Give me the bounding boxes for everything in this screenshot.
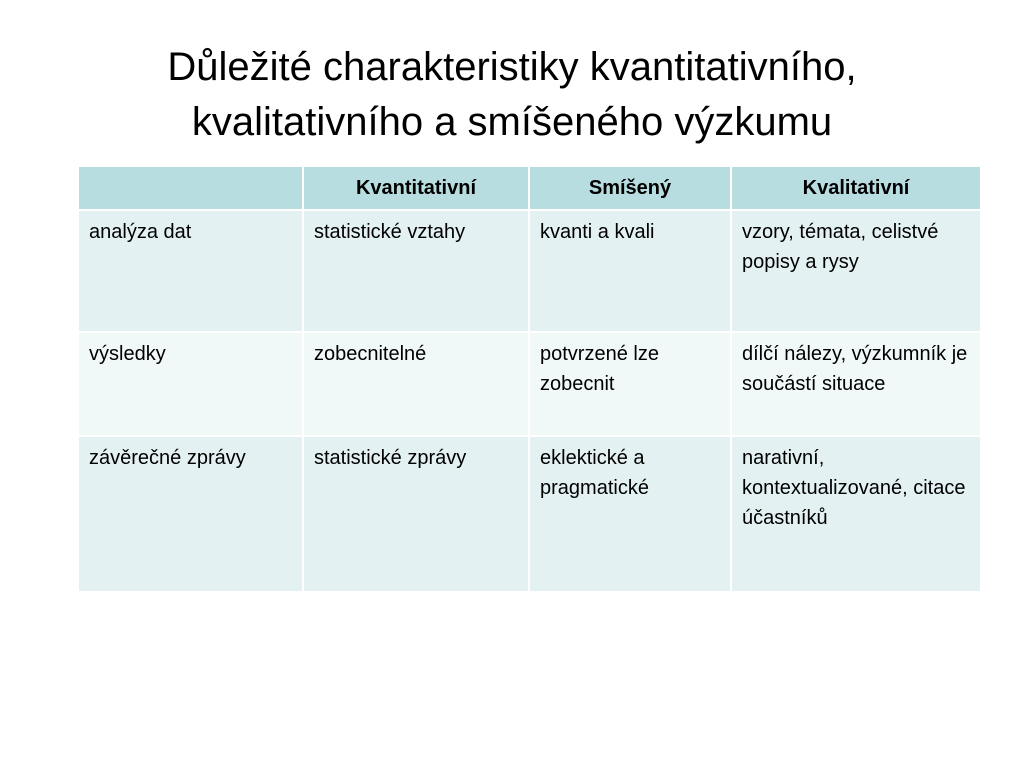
table-row bbox=[78, 210, 981, 332]
comparison-table bbox=[77, 165, 982, 593]
table-row bbox=[78, 436, 981, 592]
row-label-cell: závěrečné zprávy bbox=[78, 436, 303, 592]
mixed-cell: potvrzené lze zobecnit bbox=[529, 332, 731, 436]
slide-title-line-2: kvalitativního a smíšeného výzkumu bbox=[191, 100, 833, 144]
table-row bbox=[78, 332, 981, 436]
slide-title bbox=[40, 40, 984, 150]
quantitative-cell: statistické zprávy bbox=[303, 436, 529, 592]
quantitative-cell: statistické vztahy bbox=[303, 210, 529, 332]
qualitative-cell: dílčí nálezy, výzkumník je součástí situace bbox=[731, 332, 981, 436]
qualitative-cell: vzory, témata, celistvé popisy a rysy bbox=[731, 210, 981, 332]
mixed-cell: kvanti a kvali bbox=[529, 210, 731, 332]
header-cell-mixed: Smíšený bbox=[529, 166, 731, 210]
header-cell-quantitative: Kvantitativní bbox=[303, 166, 529, 210]
header-cell-empty bbox=[78, 166, 303, 210]
row-label-cell: analýza dat bbox=[78, 210, 303, 332]
qualitative-cell: narativní, kontextualizované, citace účastníků bbox=[731, 436, 981, 592]
slide-title-line-1: Důležité charakteristiky kvantitativního, bbox=[167, 45, 857, 89]
header-cell-qualitative: Kvalitativní bbox=[731, 166, 981, 210]
quantitative-cell: zobecnitelné bbox=[303, 332, 529, 436]
table-header-row bbox=[78, 166, 981, 210]
row-label-cell: výsledky bbox=[78, 332, 303, 436]
mixed-cell: eklektické a pragmatické bbox=[529, 436, 731, 592]
